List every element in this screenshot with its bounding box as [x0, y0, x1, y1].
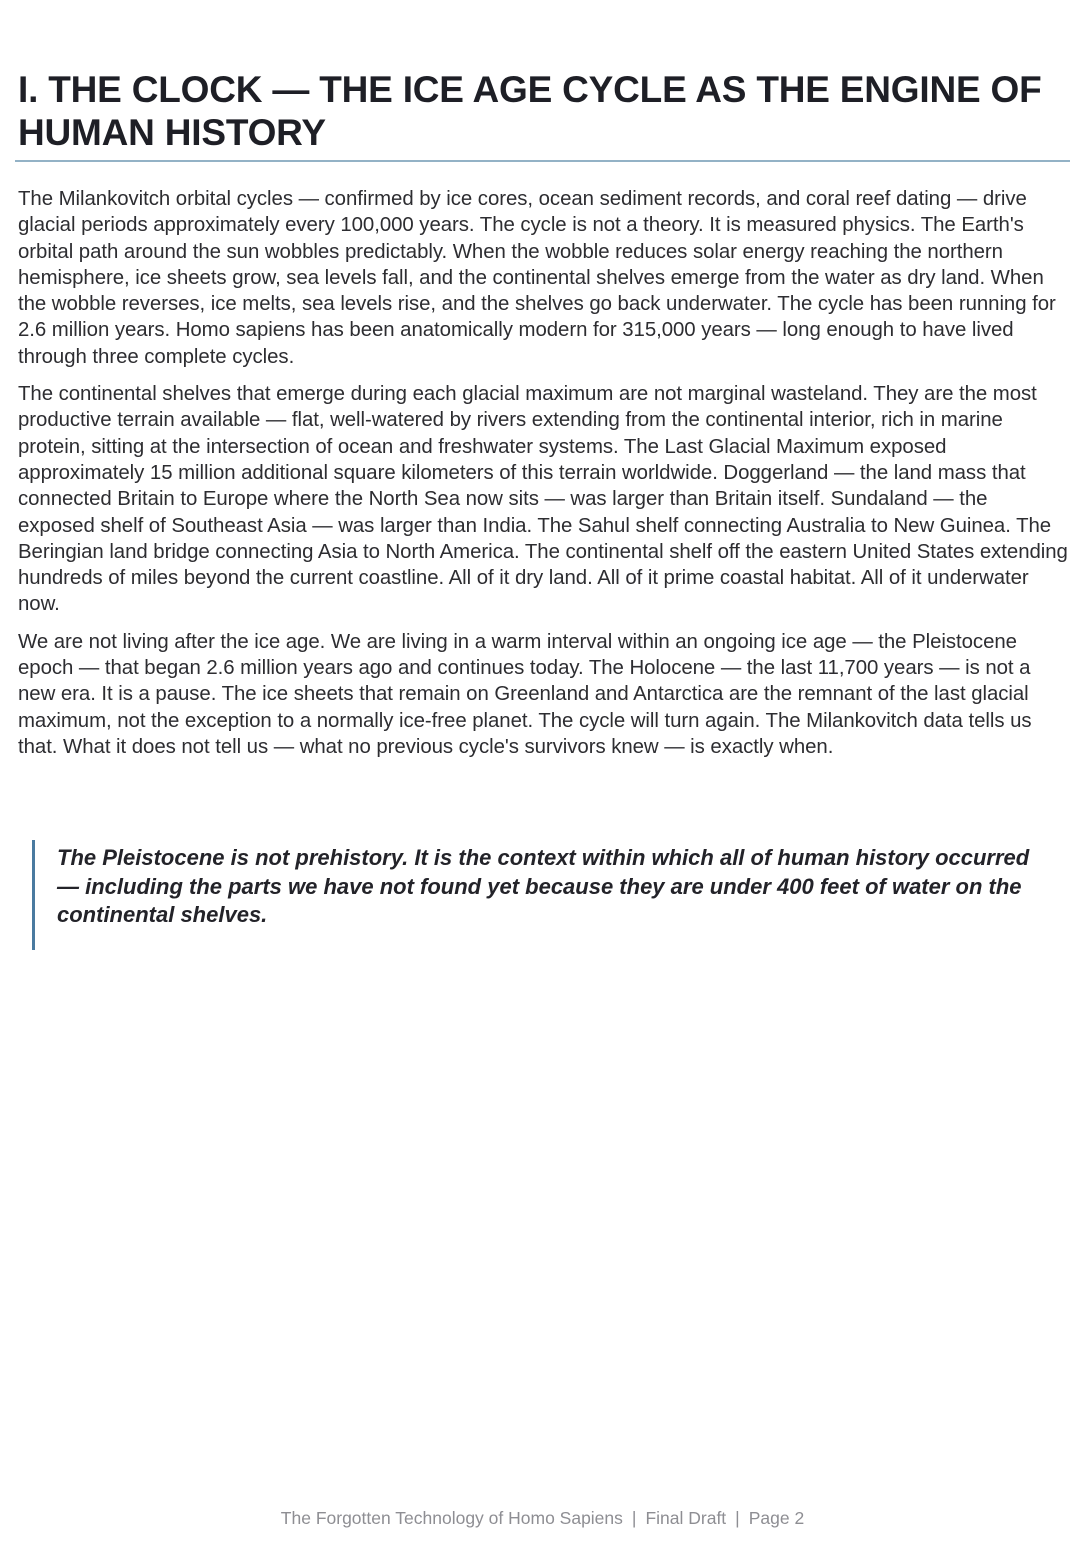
paragraph-ongoing-ice-age: We are not living after the ice age. We are living in a warm interval within an ongoing ice age — the Pleistocene epoch — that began 2.6 million years ago and continues today. The Holocene — the last 11,700 years — is not a new era. It is a pause. The ice sheets that remain on Greenland and Antarctica are the remnant of the last glacial maximum, not the exception to a normally ice-free planet. The cycle will turn again. The Milankovitch data tells us that. What it does not tell us — what no previous cycle's survivors knew — is exactly when.	[18, 630, 1032, 758]
footer-draft-status: Final Draft	[645, 1508, 727, 1528]
paragraph-milankovitch-cycles: The Milankovitch orbital cycles — confirmed by ice cores, ocean sediment records, and coral reef dating — drive glacial periods approximately every 100,000 years. The cycle is not a theory. It is measured physics. The Earth's orbital path around the sun wobbles predictably. When the wobble reduces solar energy reaching the northern hemisphere, ice sheets grow, sea levels fall, and the continental shelves emerge from the water as dry land. When the wobble reverses, ice melts, sea levels rise, and the shelves go back underwater. The cycle has been running for 2.6 million years. Homo sapiens has been anatomically modern for 315,000 years — long enough to have lived through three complete cycles.	[18, 188, 1056, 368]
page-footer	[0, 1508, 1080, 1529]
paragraph-continental-shelves: The continental shelves that emerge during each glacial maximum are not marginal wasteland. They are the most productive terrain available — flat, well-watered by rivers extending from the continental interior, rich in marine protein, sitting at the intersection of ocean and freshwater systems. The Last Glacial Maximum exposed approximately 15 million additional square kilometers of this terrain worldwide. Doggerland — the land mass that connected Britain to Europe where the North Sea now sits — was larger than Britain itself. Sundaland — the exposed shelf of Southeast Asia — was larger than India. The Sahul shelf connecting Australia to New Guinea. The Beringian land bridge connecting Asia to North America. The continental shelf off the eastern United States extending hundreds of miles beyond the current coastline. All of it dry land. All of it prime coastal habitat. All of it underwater now.	[18, 383, 1068, 616]
footer-separator: |	[735, 1508, 740, 1528]
pull-quote-text: The Pleistocene is not prehistory. It is the context within which all of human history occurred — including the parts we have not found yet because they are under 400 feet of water on the continental shelves.	[57, 845, 1030, 927]
section-title: I. THE CLOCK — THE ICE AGE CYCLE AS THE ENGINE OF HUMAN HISTORY	[18, 69, 1042, 153]
footer-separator: |	[631, 1508, 637, 1528]
pull-quote	[32, 840, 1042, 950]
footer-book-title: The Forgotten Technology of Homo Sapiens	[280, 1508, 623, 1528]
body-text	[18, 186, 1068, 771]
footer-page-number: Page 2	[748, 1508, 805, 1528]
title-divider	[15, 160, 1070, 162]
